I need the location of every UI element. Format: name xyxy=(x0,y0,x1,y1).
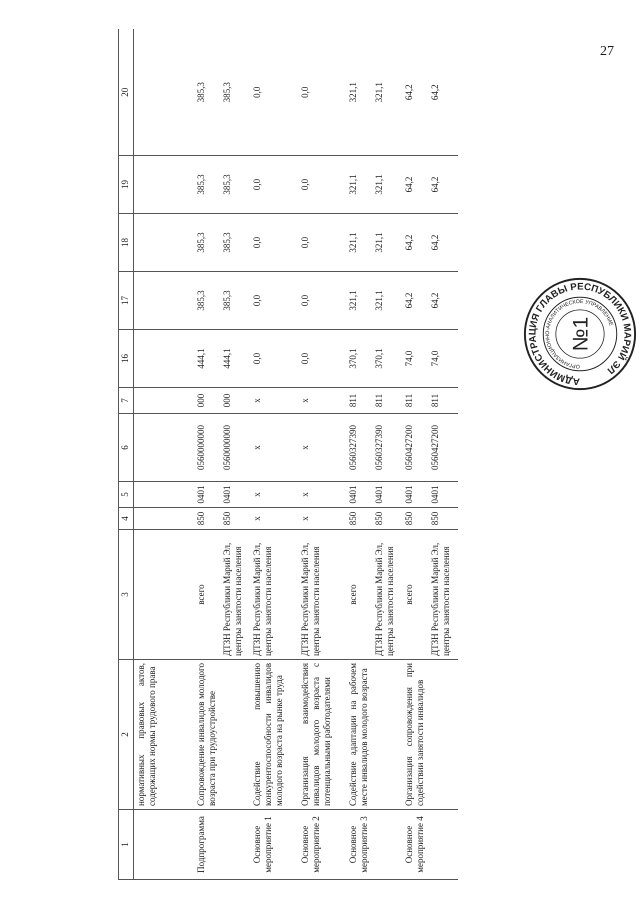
measure-2-executor xyxy=(298,530,346,660)
official-seal-stamp xyxy=(522,276,638,392)
measure-2-c18 xyxy=(298,214,346,272)
value-line: 321,1 xyxy=(348,82,358,103)
value-line: 444,1 xyxy=(196,348,206,369)
subprogram-c20 xyxy=(194,30,250,156)
measure-4-c16 xyxy=(402,330,458,388)
value-line: 74,0 xyxy=(430,350,440,367)
svg-text:№1: №1 xyxy=(568,316,593,352)
measure-1-c4 xyxy=(250,508,298,530)
page-number: 27 xyxy=(600,44,614,59)
executor-line: ДТЗН Республики Марий Эл, центры занятости населения xyxy=(300,542,321,656)
value-line: 321,1 xyxy=(374,232,384,253)
value-line: 0,0 xyxy=(300,178,310,191)
value-line: 385,3 xyxy=(196,82,206,103)
value-line: 0560000000 xyxy=(222,425,232,470)
value-line: 370,1 xyxy=(348,348,358,369)
value-line: 850 xyxy=(430,511,440,526)
measure-3-c19 xyxy=(346,156,402,214)
measure-1-name: Содействие повышению конкурентоспособности инвалидов молодого возраста на рынке труда xyxy=(250,660,298,810)
measure-2-c20 xyxy=(298,30,346,156)
header-col-20: 20 xyxy=(119,30,134,156)
continuation-cell: нормативных правовых актов, содержащих нормы трудового права xyxy=(134,660,195,810)
measure-2-c4 xyxy=(298,508,346,530)
measure-3-c20 xyxy=(346,30,402,156)
measure-2-c17 xyxy=(298,272,346,330)
measure-2-c5 xyxy=(298,482,346,508)
header-col-19: 19 xyxy=(119,156,134,214)
measure-1-c20 xyxy=(250,30,298,156)
value-line: 64,2 xyxy=(430,234,440,251)
value-line: 000 xyxy=(196,393,206,408)
subprogram-c16 xyxy=(194,330,250,388)
subprogram-c18 xyxy=(194,214,250,272)
budget-table xyxy=(118,30,458,881)
value-line: х xyxy=(252,516,262,521)
table-row xyxy=(134,30,195,880)
measure-3-c17 xyxy=(346,272,402,330)
measure-2-c6 xyxy=(298,414,346,482)
value-line: 0,0 xyxy=(252,86,262,98)
value-line: 321,1 xyxy=(348,174,358,195)
value-line: х xyxy=(300,516,310,521)
value-line: 0560427200 xyxy=(404,425,414,470)
executor-line: всего xyxy=(348,584,358,605)
value-line: х xyxy=(300,445,310,450)
value-line: 0560327390 xyxy=(348,425,358,470)
value-line: 370,1 xyxy=(374,348,384,369)
svg-text:АДМИНИСТРАЦИЯ ГЛАВЫ РЕСПУБЛИКИ: АДМИНИСТРАЦИЯ ГЛАВЫ РЕСПУБЛИКИ МАРИЙ ЭЛ xyxy=(527,281,633,387)
measure-4-label: Основное мероприятие 4 xyxy=(402,810,458,880)
header-col-16: 16 xyxy=(119,330,134,388)
value-line: 0,0 xyxy=(300,86,310,98)
measure-2-label: Основное мероприятие 2 xyxy=(298,810,346,880)
value-line: х xyxy=(252,492,262,497)
measure-3-executor xyxy=(346,530,402,660)
header-col-2: 2 xyxy=(119,660,134,810)
measure-4-name: Организация сопровождения при содействии занятости инвалидов xyxy=(402,660,458,810)
value-line: 321,1 xyxy=(348,232,358,253)
value-line: 811 xyxy=(374,393,384,408)
header-col-6: 6 xyxy=(119,414,134,482)
table-row xyxy=(298,30,346,880)
value-line: 850 xyxy=(222,511,232,526)
value-line: 444,1 xyxy=(222,348,232,369)
measure-1-c16 xyxy=(250,330,298,388)
value-line: 0560427200 xyxy=(430,425,440,470)
value-line: 850 xyxy=(348,511,358,526)
measure-3-c18 xyxy=(346,214,402,272)
value-line: 64,2 xyxy=(430,176,440,193)
measure-3-c5 xyxy=(346,482,402,508)
header-col-4: 4 xyxy=(119,508,134,530)
measure-1-c19 xyxy=(250,156,298,214)
measure-4-c20 xyxy=(402,30,458,156)
executor-line: всего xyxy=(196,584,206,605)
measure-2-c16 xyxy=(298,330,346,388)
value-line: 850 xyxy=(404,511,414,526)
value-line: 321,1 xyxy=(374,82,384,103)
measure-4-c18 xyxy=(402,214,458,272)
table-row xyxy=(194,30,250,880)
measure-3-name: Содействие адаптации на рабочем месте инвалидов молодого возраста xyxy=(346,660,402,810)
header-col-7: 7 xyxy=(119,388,134,414)
value-line: 0401 xyxy=(404,485,414,504)
measure-4-c5 xyxy=(402,482,458,508)
executor-line: всего xyxy=(404,584,414,605)
measure-4-c4 xyxy=(402,508,458,530)
measure-3-label: Основное мероприятие 3 xyxy=(346,810,402,880)
header-col-5: 5 xyxy=(119,482,134,508)
header-row xyxy=(119,30,134,880)
value-line: 0,0 xyxy=(300,352,310,365)
subprogram-c4 xyxy=(194,508,250,530)
value-line: 385,3 xyxy=(196,174,206,195)
value-line: 64,2 xyxy=(404,84,414,101)
measure-4-c17 xyxy=(402,272,458,330)
value-line: 0401 xyxy=(196,485,206,504)
value-line: 64,2 xyxy=(404,292,414,309)
value-line: 385,3 xyxy=(196,232,206,253)
value-line: 64,2 xyxy=(430,292,440,309)
header-col-17: 17 xyxy=(119,272,134,330)
value-line: 385,3 xyxy=(222,290,232,311)
value-line: 0,0 xyxy=(252,178,262,191)
value-line: 385,3 xyxy=(196,290,206,311)
value-line: 64,2 xyxy=(404,234,414,251)
executor-line: ДТЗН Республики Марий Эл, центры занятости населения xyxy=(430,542,451,656)
measure-2-c19 xyxy=(298,156,346,214)
header-col-3: 3 xyxy=(119,530,134,660)
value-line: 850 xyxy=(196,511,206,526)
executor-line: ДТЗН Республики Марий Эл, центры занятости населения xyxy=(374,542,395,656)
value-line: 64,2 xyxy=(430,84,440,101)
subprogram-c7 xyxy=(194,388,250,414)
value-line: 0560000000 xyxy=(196,425,206,470)
value-line: 64,2 xyxy=(404,176,414,193)
measure-4-c6 xyxy=(402,414,458,482)
value-line: 0,0 xyxy=(252,236,262,249)
value-line: 811 xyxy=(404,393,414,408)
subprogram-label: Подпрограмма xyxy=(194,810,250,880)
rotated-table-sheet xyxy=(118,30,633,880)
executor-line: ДТЗН Республики Марий Эл, центры занятости населения xyxy=(222,542,243,656)
table-row xyxy=(250,30,298,880)
measure-1-c7 xyxy=(250,388,298,414)
subprogram-executor xyxy=(194,530,250,660)
table-body xyxy=(134,30,459,880)
measure-4-c7 xyxy=(402,388,458,414)
measure-4-c19 xyxy=(402,156,458,214)
table-row xyxy=(346,30,402,880)
subprogram-name: Сопровождение инвалидов молодого возраста при трудоустройстве xyxy=(194,660,250,810)
measure-4-executor xyxy=(402,530,458,660)
value-line: 850 xyxy=(374,511,384,526)
measure-1-c6 xyxy=(250,414,298,482)
measure-3-c6 xyxy=(346,414,402,482)
measure-3-c7 xyxy=(346,388,402,414)
value-line: 321,1 xyxy=(374,290,384,311)
measure-3-c16 xyxy=(346,330,402,388)
value-line: 385,3 xyxy=(222,82,232,103)
subprogram-c17 xyxy=(194,272,250,330)
value-line: 385,3 xyxy=(222,174,232,195)
measure-3-c4 xyxy=(346,508,402,530)
value-line: 811 xyxy=(430,393,440,408)
table-row xyxy=(402,30,458,880)
header-col-1: 1 xyxy=(119,810,134,880)
measure-1-c5 xyxy=(250,482,298,508)
measure-1-executor xyxy=(250,530,298,660)
value-line: 0,0 xyxy=(252,352,262,365)
subprogram-c5 xyxy=(194,482,250,508)
value-line: 0401 xyxy=(222,485,232,504)
subprogram-c19 xyxy=(194,156,250,214)
value-line: 321,1 xyxy=(348,290,358,311)
measure-1-c18 xyxy=(250,214,298,272)
value-line: х xyxy=(252,398,262,403)
value-line: х xyxy=(300,398,310,403)
measure-1-label: Основное мероприятие 1 xyxy=(250,810,298,880)
subprogram-c6 xyxy=(194,414,250,482)
measure-2-c7 xyxy=(298,388,346,414)
value-line: 0560327390 xyxy=(374,425,384,470)
value-line: х xyxy=(252,445,262,450)
value-line: 0,0 xyxy=(252,294,262,307)
value-line: 0401 xyxy=(348,485,358,504)
measure-2-name: Организация взаимодействия инвалидов молодого возраста с потенциальными работодателями xyxy=(298,660,346,810)
value-line: 0401 xyxy=(374,485,384,504)
value-line: 0401 xyxy=(430,485,440,504)
value-line: 811 xyxy=(348,393,358,408)
value-line: 74,0 xyxy=(404,350,414,367)
header-col-18: 18 xyxy=(119,214,134,272)
value-line: х xyxy=(300,492,310,497)
svg-text:ОРГАНИЗАЦИОННО-АНАЛИТИЧЕСКОЕ У: ОРГАНИЗАЦИОННО-АНАЛИТИЧЕСКОЕ УПРАВЛЕНИЕ xyxy=(545,299,614,369)
value-line: 000 xyxy=(222,393,232,408)
measure-1-c17 xyxy=(250,272,298,330)
value-line: 321,1 xyxy=(374,174,384,195)
value-line: 0,0 xyxy=(300,294,310,307)
executor-line: ДТЗН Республики Марий Эл, центры занятости населения xyxy=(252,542,273,656)
value-line: 385,3 xyxy=(222,232,232,253)
value-line: 0,0 xyxy=(300,236,310,249)
